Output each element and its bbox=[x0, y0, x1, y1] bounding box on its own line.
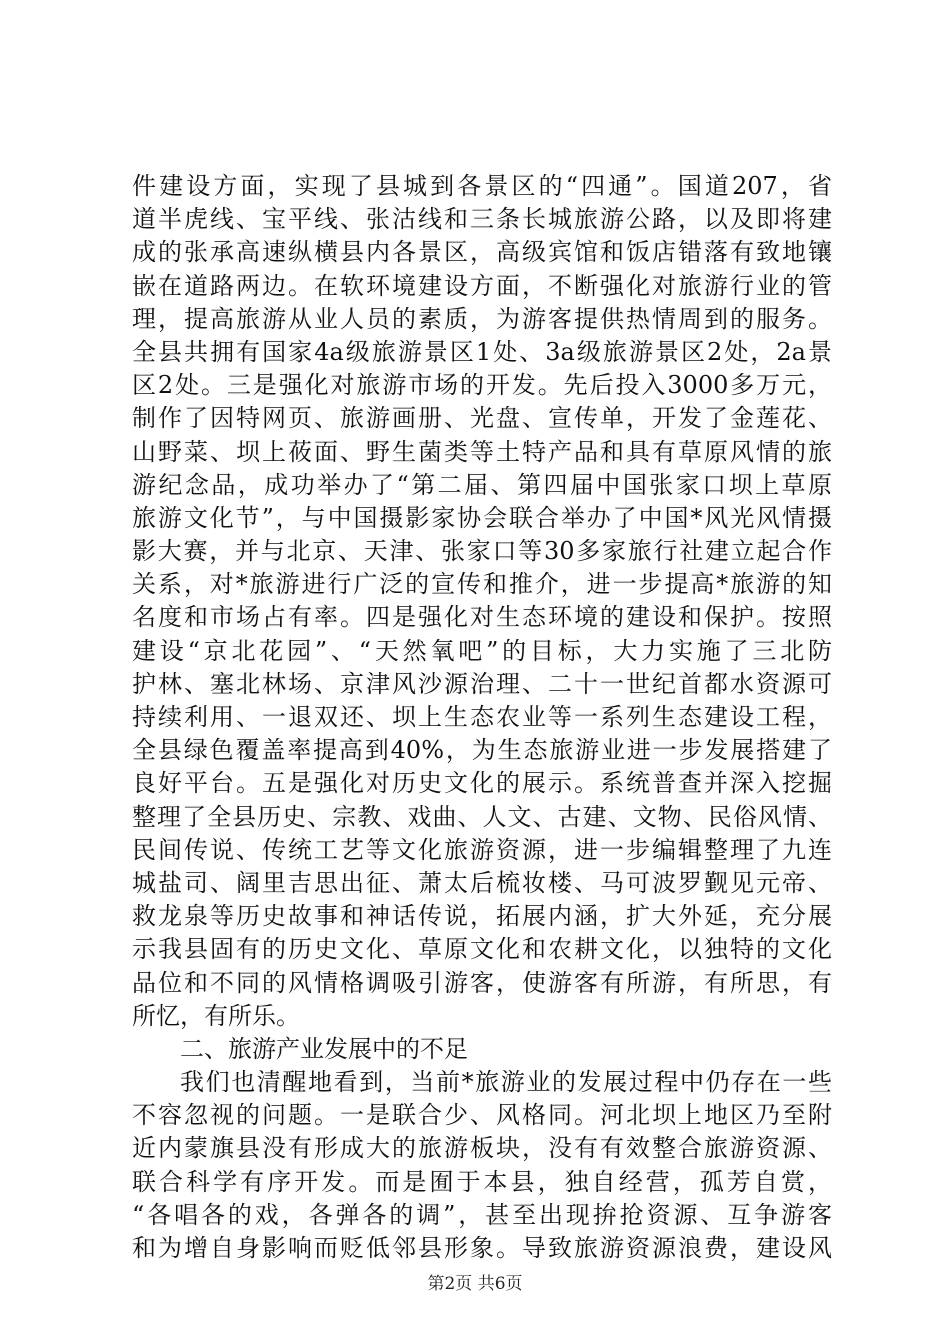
text-line: 建设“京北花园”、“天然氧吧”的目标，大力实施了三北防 bbox=[132, 636, 832, 665]
text-line: 护林、塞北林场、京津风沙源治理、二十一世纪首都水资源可 bbox=[132, 669, 832, 698]
text-line: 整理了全县历史、宗教、戏曲、人文、古建、文物、民俗风情、 bbox=[132, 802, 832, 831]
text-line: 成的张承高速纵横县内各景区，高级宾馆和饭店错落有致地镶 bbox=[132, 238, 832, 267]
text-line: 嵌在道路两边。在软环境建设方面，不断强化对旅游行业的管 bbox=[132, 271, 832, 300]
text-line: 持续利用、一退双还、坝上生态农业等一系列生态建设工程， bbox=[132, 703, 832, 731]
text-line: 二、旅游产业发展中的不足 bbox=[180, 1034, 468, 1063]
text-line: 城盐司、阔里吉思出征、萧太后梳妆楼、马可波罗觐见元帝、 bbox=[132, 868, 832, 897]
text-line: 不容忽视的问题。一是联合少、风格同。河北坝上地区乃至附 bbox=[132, 1101, 832, 1130]
text-line: 区2处。三是强化对旅游市场的开发。先后投入3000多万元， bbox=[132, 371, 832, 400]
text-line: 制作了因特网页、旅游画册、光盘、宣传单，开发了金莲花、 bbox=[132, 404, 832, 433]
text-line: 游纪念品，成功举办了“第二届、第四届中国张家口坝上草原 bbox=[132, 470, 832, 499]
text-line: 理，提高旅游从业人员的素质，为游客提供热情周到的服务。 bbox=[132, 304, 832, 333]
text-line: 民间传说、传统工艺等文化旅游资源，进一步编辑整理了九连 bbox=[132, 835, 832, 864]
text-line: 救龙泉等历史故事和神话传说，拓展内涵，扩大外延，充分展 bbox=[132, 902, 832, 931]
text-line: “各唱各的戏，各弹各的调”，甚至出现拚抢资源、互争游客 bbox=[132, 1200, 832, 1229]
text-line: 旅游文化节”，与中国摄影家协会联合举办了中国*风光风情摄 bbox=[132, 503, 832, 532]
body-text bbox=[132, 170, 832, 1265]
text-line: 关系，对*旅游进行广泛的宣传和推介，进一步提高*旅游的知 bbox=[132, 570, 832, 599]
text-line: 全县共拥有国家4a级旅游景区1处、3a级旅游景区2处，2a景 bbox=[132, 337, 832, 366]
text-line: 名度和市场占有率。四是强化对生态环境的建设和保护。按照 bbox=[132, 603, 832, 632]
text-line: 示我县固有的历史文化、草原文化和农耕文化，以独特的文化 bbox=[132, 935, 832, 964]
text-line: 联合科学有序开发。而是囿于本县，独自经营，孤芳自赏， bbox=[132, 1167, 832, 1196]
text-line: 良好平台。五是强化对历史文化的展示。系统普查并深入挖掘 bbox=[132, 769, 832, 798]
page-footer: 第2页 共6页 bbox=[427, 1274, 523, 1294]
text-line: 山野菜、坝上莜面、野生菌类等土特产品和具有草原风情的旅 bbox=[132, 437, 832, 466]
text-line: 件建设方面，实现了县城到各景区的“四通”。国道207，省 bbox=[132, 172, 832, 200]
text-line: 所忆，有所乐。 bbox=[132, 1001, 300, 1030]
text-line: 和为增自身影响而贬低邻县形象。导致旅游资源浪费，建设风 bbox=[132, 1234, 832, 1262]
text-line: 全县绿色覆盖率提高到40%，为生态旅游业进一步发展搭建了 bbox=[132, 736, 832, 765]
text-line: 我们也清醒地看到，当前*旅游业的发展过程中仍存在一些 bbox=[180, 1068, 832, 1097]
text-line: 近内蒙旗县没有形成大的旅游板块，没有有效整合旅游资源、 bbox=[132, 1134, 832, 1163]
text-line: 道半虎线、宝平线、张沽线和三条长城旅游公路，以及即将建 bbox=[132, 205, 832, 234]
text-line: 影大赛，并与北京、天津、张家口等30多家旅行社建立起合作 bbox=[132, 537, 832, 566]
text-line: 品位和不同的风情格调吸引游客，使游客有所游，有所思，有 bbox=[132, 968, 832, 997]
